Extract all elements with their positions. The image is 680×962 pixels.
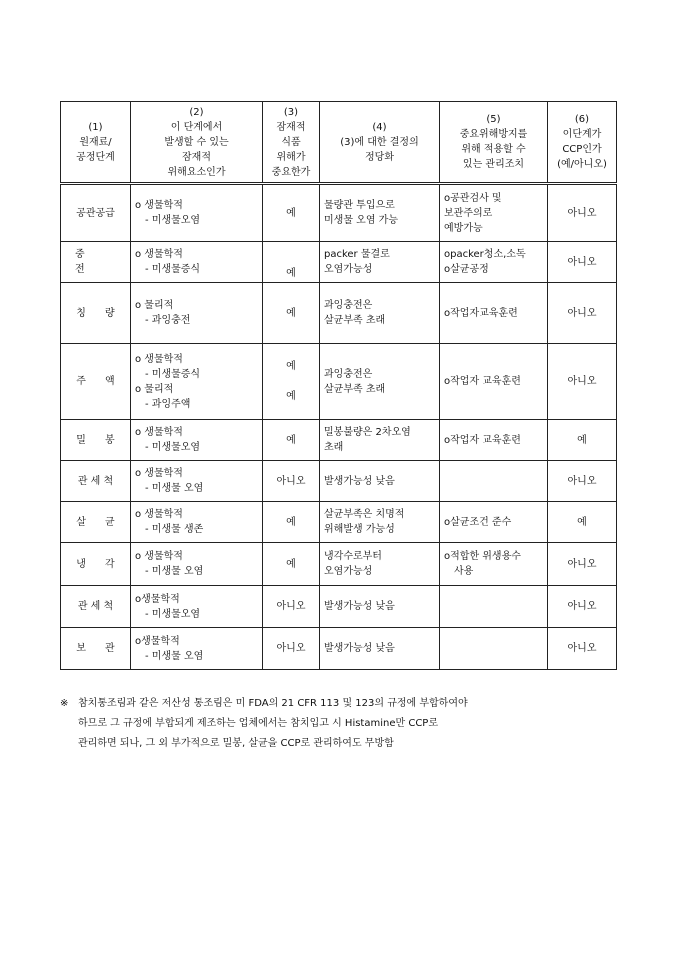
header-col-4: (4) (3)에 대한 결정의 정당화: [320, 102, 440, 184]
stage-cell: 관 세 척: [61, 461, 131, 502]
table-row: [61, 543, 617, 586]
hazard-cell: o생물학적 - 미생물오염: [131, 586, 263, 628]
significance-cell: 예: [263, 283, 320, 344]
control-measure-cell: [440, 586, 548, 628]
control-measure-cell: o작업자 교육훈련: [440, 420, 548, 461]
hazard-cell: o 생물학적 - 미생물증식 o 물리적 - 과잉주액: [131, 344, 263, 420]
justification-cell: 발생가능성 낮음: [320, 461, 440, 502]
justification-cell: 물량관 투입으로 미생물 오염 가능: [320, 184, 440, 242]
table-row: [61, 628, 617, 670]
header-col-6: (6) 이단계가 CCP인가 (예/아니오): [548, 102, 617, 184]
ccp-cell: 아니오: [548, 344, 617, 420]
stage-cell: 밀 봉: [61, 420, 131, 461]
significance-cell: 아니오: [263, 586, 320, 628]
table-row: [61, 184, 617, 242]
significance-cell: 예: [263, 543, 320, 586]
ccp-cell: 아니오: [548, 184, 617, 242]
control-measure-cell: o살균조건 준수: [440, 502, 548, 543]
control-measure-cell: o적합한 위생용수 사용: [440, 543, 548, 586]
justification-cell: 밀봉불량은 2차오염 초래: [320, 420, 440, 461]
control-measure-cell: o작업자 교육훈련: [440, 344, 548, 420]
table-row: [61, 242, 617, 283]
significance-cell: 아니오: [263, 628, 320, 670]
significance-cell: 예 예: [263, 344, 320, 420]
table-row: [61, 461, 617, 502]
hazard-cell: o 생물학적 - 미생물오염: [131, 184, 263, 242]
significance-cell: 예: [263, 242, 320, 283]
significance-cell: 예: [263, 184, 320, 242]
significance-cell: 예: [263, 420, 320, 461]
control-measure-cell: [440, 461, 548, 502]
footnote: [60, 694, 620, 754]
header-col-2: (2) 이 단계에서 발생할 수 있는 잠재적 위해요소인가: [131, 102, 263, 184]
justification-cell: 과잉충전은 살균부족 초래: [320, 344, 440, 420]
table-row: [61, 502, 617, 543]
ccp-cell: 예: [548, 420, 617, 461]
hazard-cell: o 생물학적 - 미생물 오염: [131, 461, 263, 502]
header-col-1: (1) 원재료/ 공정단계: [61, 102, 131, 184]
hazard-cell: o생물학적 - 미생물 오염: [131, 628, 263, 670]
stage-cell: 주 액: [61, 344, 131, 420]
stage-cell: 냉 각: [61, 543, 131, 586]
stage-cell: 살 균: [61, 502, 131, 543]
ccp-cell: 아니오: [548, 586, 617, 628]
stage-cell: 공관공급: [61, 184, 131, 242]
hazard-cell: o 생물학적 - 미생물오염: [131, 420, 263, 461]
hazard-cell: o 생물학적 - 미생물 오염: [131, 543, 263, 586]
control-measure-cell: opacker청소,소독 o살균공정: [440, 242, 548, 283]
table-row: [61, 283, 617, 344]
table-row: [61, 420, 617, 461]
ccp-cell: 아니오: [548, 242, 617, 283]
stage-cell: 보 관: [61, 628, 131, 670]
hazard-cell: o 생물학적 - 미생물 생존: [131, 502, 263, 543]
stage-cell: 중 전: [61, 242, 131, 283]
justification-cell: 과잉충전은 살균부족 초래: [320, 283, 440, 344]
ccp-cell: 아니오: [548, 543, 617, 586]
control-measure-cell: o공관검사 및 보관주의로 예방가능: [440, 184, 548, 242]
hazard-cell: o 생물학적 - 미생물증식: [131, 242, 263, 283]
ccp-cell: 아니오: [548, 283, 617, 344]
stage-cell: 관 세 척: [61, 586, 131, 628]
significance-cell: 예: [263, 502, 320, 543]
table-header-row: [61, 102, 617, 184]
stage-cell: 칭 량: [61, 283, 131, 344]
justification-cell: 발생가능성 낮음: [320, 628, 440, 670]
justification-cell: 살균부족은 치명적 위해발생 가능성: [320, 502, 440, 543]
ccp-cell: 예: [548, 502, 617, 543]
table-row: [61, 586, 617, 628]
justification-cell: packer 물결로 오염가능성: [320, 242, 440, 283]
table-row: [61, 344, 617, 420]
control-measure-cell: [440, 628, 548, 670]
ccp-cell: 아니오: [548, 628, 617, 670]
control-measure-cell: o작업자교육훈련: [440, 283, 548, 344]
reference-mark: ※: [60, 698, 69, 709]
justification-cell: 발생가능성 낮음: [320, 586, 440, 628]
ccp-cell: 아니오: [548, 461, 617, 502]
significance-cell: 아니오: [263, 461, 320, 502]
header-col-5: (5) 중요위해방지를 위해 적용할 수 있는 관리조치: [440, 102, 548, 184]
header-col-3: (3) 잠재적 식품 위해가 중요한가: [263, 102, 320, 184]
haccp-hazard-analysis-table: [60, 101, 617, 670]
justification-cell: 냉각수로부터 오염가능성: [320, 543, 440, 586]
hazard-cell: o 물리적 - 과잉충전: [131, 283, 263, 344]
footnote-text: 참치통조림과 같은 저산성 통조림은 미 FDA의 21 CFR 113 및 123의 규정에 부합하여야 하므로 그 규정에 부합되게 제조하는 업체에서는 참치입고 시 Histamine만 CCP로 관리하면 되나, 그 외 부가적으로 밀봉, 살균을 CCP로 관리하여도 무방함: [78, 698, 468, 749]
